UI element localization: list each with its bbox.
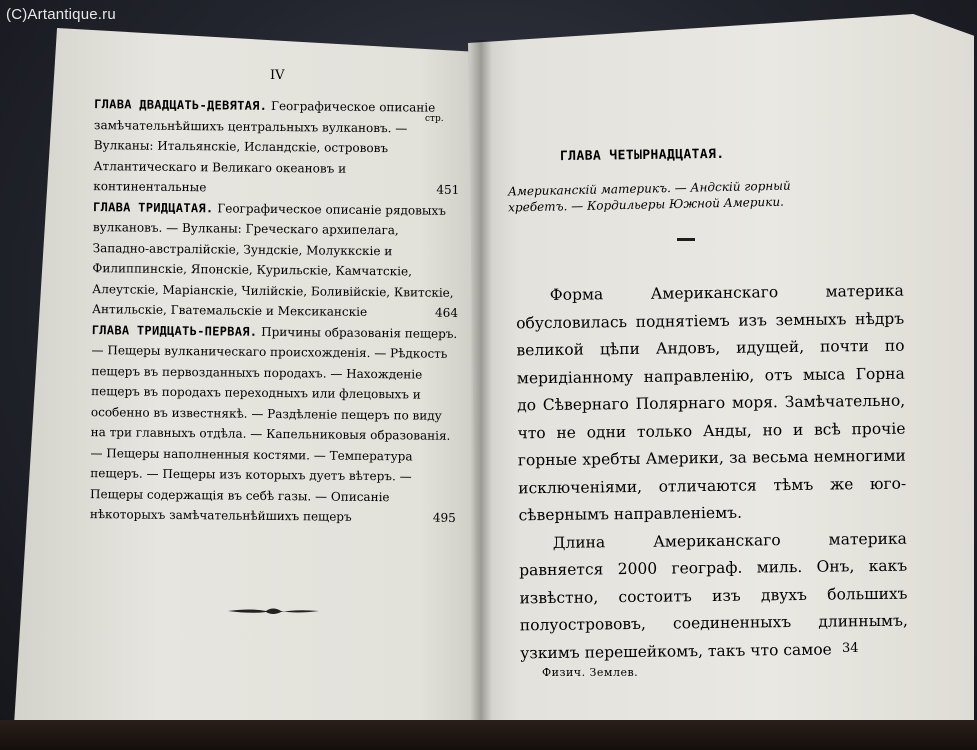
toc-text-30: Географическое описаніе рядовыхъ вулкановъ. — Вулканы: Греческаго архипелага, Западно-австралійскіе, Зундскіе, Молуккскіе и Филиппинскіе, Японскіе, Курильскіе, Камчатскіе, Алеутскіе, Маріанскіе, Чилійскіе, Боливійскіе, Квитскіе, Антильскіе, Гватемальскіе и Мексиканскіе — [91, 200, 454, 319]
toc-text-29: Географическое описаніе замѣчательнѣйшихъ центральныхъ вулкановъ. — Вулканы: Итальянскіе, Исландскіе, острововъ Атлантическаго и Великаго океановъ и континентальные — [93, 98, 436, 195]
toc-entry-29 — [93, 94, 460, 200]
toc-entry-30 — [92, 197, 459, 324]
signature-number: 34 — [842, 641, 859, 656]
ornament-flourish — [226, 605, 321, 617]
toc-chapter-31: ГЛАВА ТРИДЦАТЬ-ПЕРВАЯ. — [91, 322, 258, 339]
toc-chapter-29: ГЛАВА ДВАДЦАТЬ-ДЕВЯТАЯ. — [94, 97, 268, 113]
toc-text-31: Причины образованія пещеръ. — Пещеры вулканическаго происхожденія. — Рѣдкость пещеръ въ первозданныхъ породахъ. — Нахожденіе пещеръ въ породахъ переходныхъ или флецовыхъ и особенно въ известнякѣ. — Раздѣленіе пещеръ по виду на три главныхъ отдѣла. — Капельниковыя образованія. — Пещеры наполненныя костями. — Температура пещеръ. — Пещеры изъ которыхъ дуетъ вѣтеръ. — Пещеры содержащія въ себѣ газы. — Описаніе нѣкоторыхъ замѣчательнѣйшихъ пещеръ — [89, 324, 458, 524]
paragraph: Длина Американскаго материка равняется 2000 географ. миль. Онъ, какъ извѣстно, состоитъ изъ двухъ большихъ полуострововъ, соединенныхъ длиннымъ, узкимъ перешейкомъ, такъ что самое — [519, 529, 908, 662]
signature-mark: Физич. Землев. — [542, 666, 639, 679]
toc-chapter-30: ГЛАВА ТРИДЦАТАЯ. — [93, 199, 214, 215]
page-column-label: стр. — [425, 114, 444, 124]
paragraph: Форма Американскаго материка обусловилась поднятіемъ изъ земныхъ нѣдръ великой цѣпи Андовъ, идущей, почти по меридіанному направленію, отъ мыса Горна до Сѣвернаго Полярнаго моря. Замѣчательно, что не одни только Анды, но и всѣ прочіе горные хребты Америки, за весьма немногими исключеніями, отличаются тѣмъ же юго-сѣвернымъ направленіемъ. — [516, 281, 907, 525]
body-text — [516, 278, 909, 668]
chapter-subtitle: Американскій материкъ. — Андскій горный хребетъ. — Кордильеры Южной Америки. — [507, 178, 791, 215]
table-of-contents — [90, 94, 460, 528]
separator-rule — [677, 238, 695, 241]
book-gutter — [470, 40, 492, 740]
left-page-number: IV — [270, 68, 285, 83]
chapter-title: ГЛАВА ЧЕТЫРНАДЦАТАЯ. — [559, 146, 725, 165]
toc-page-29: 451 — [436, 182, 460, 197]
toc-page-30: 464 — [435, 305, 459, 320]
watermark: (C)Artantique.ru — [6, 6, 116, 23]
toc-page-31: 495 — [432, 510, 456, 525]
table-surface — [0, 720, 977, 750]
toc-entry-31 — [90, 320, 458, 529]
